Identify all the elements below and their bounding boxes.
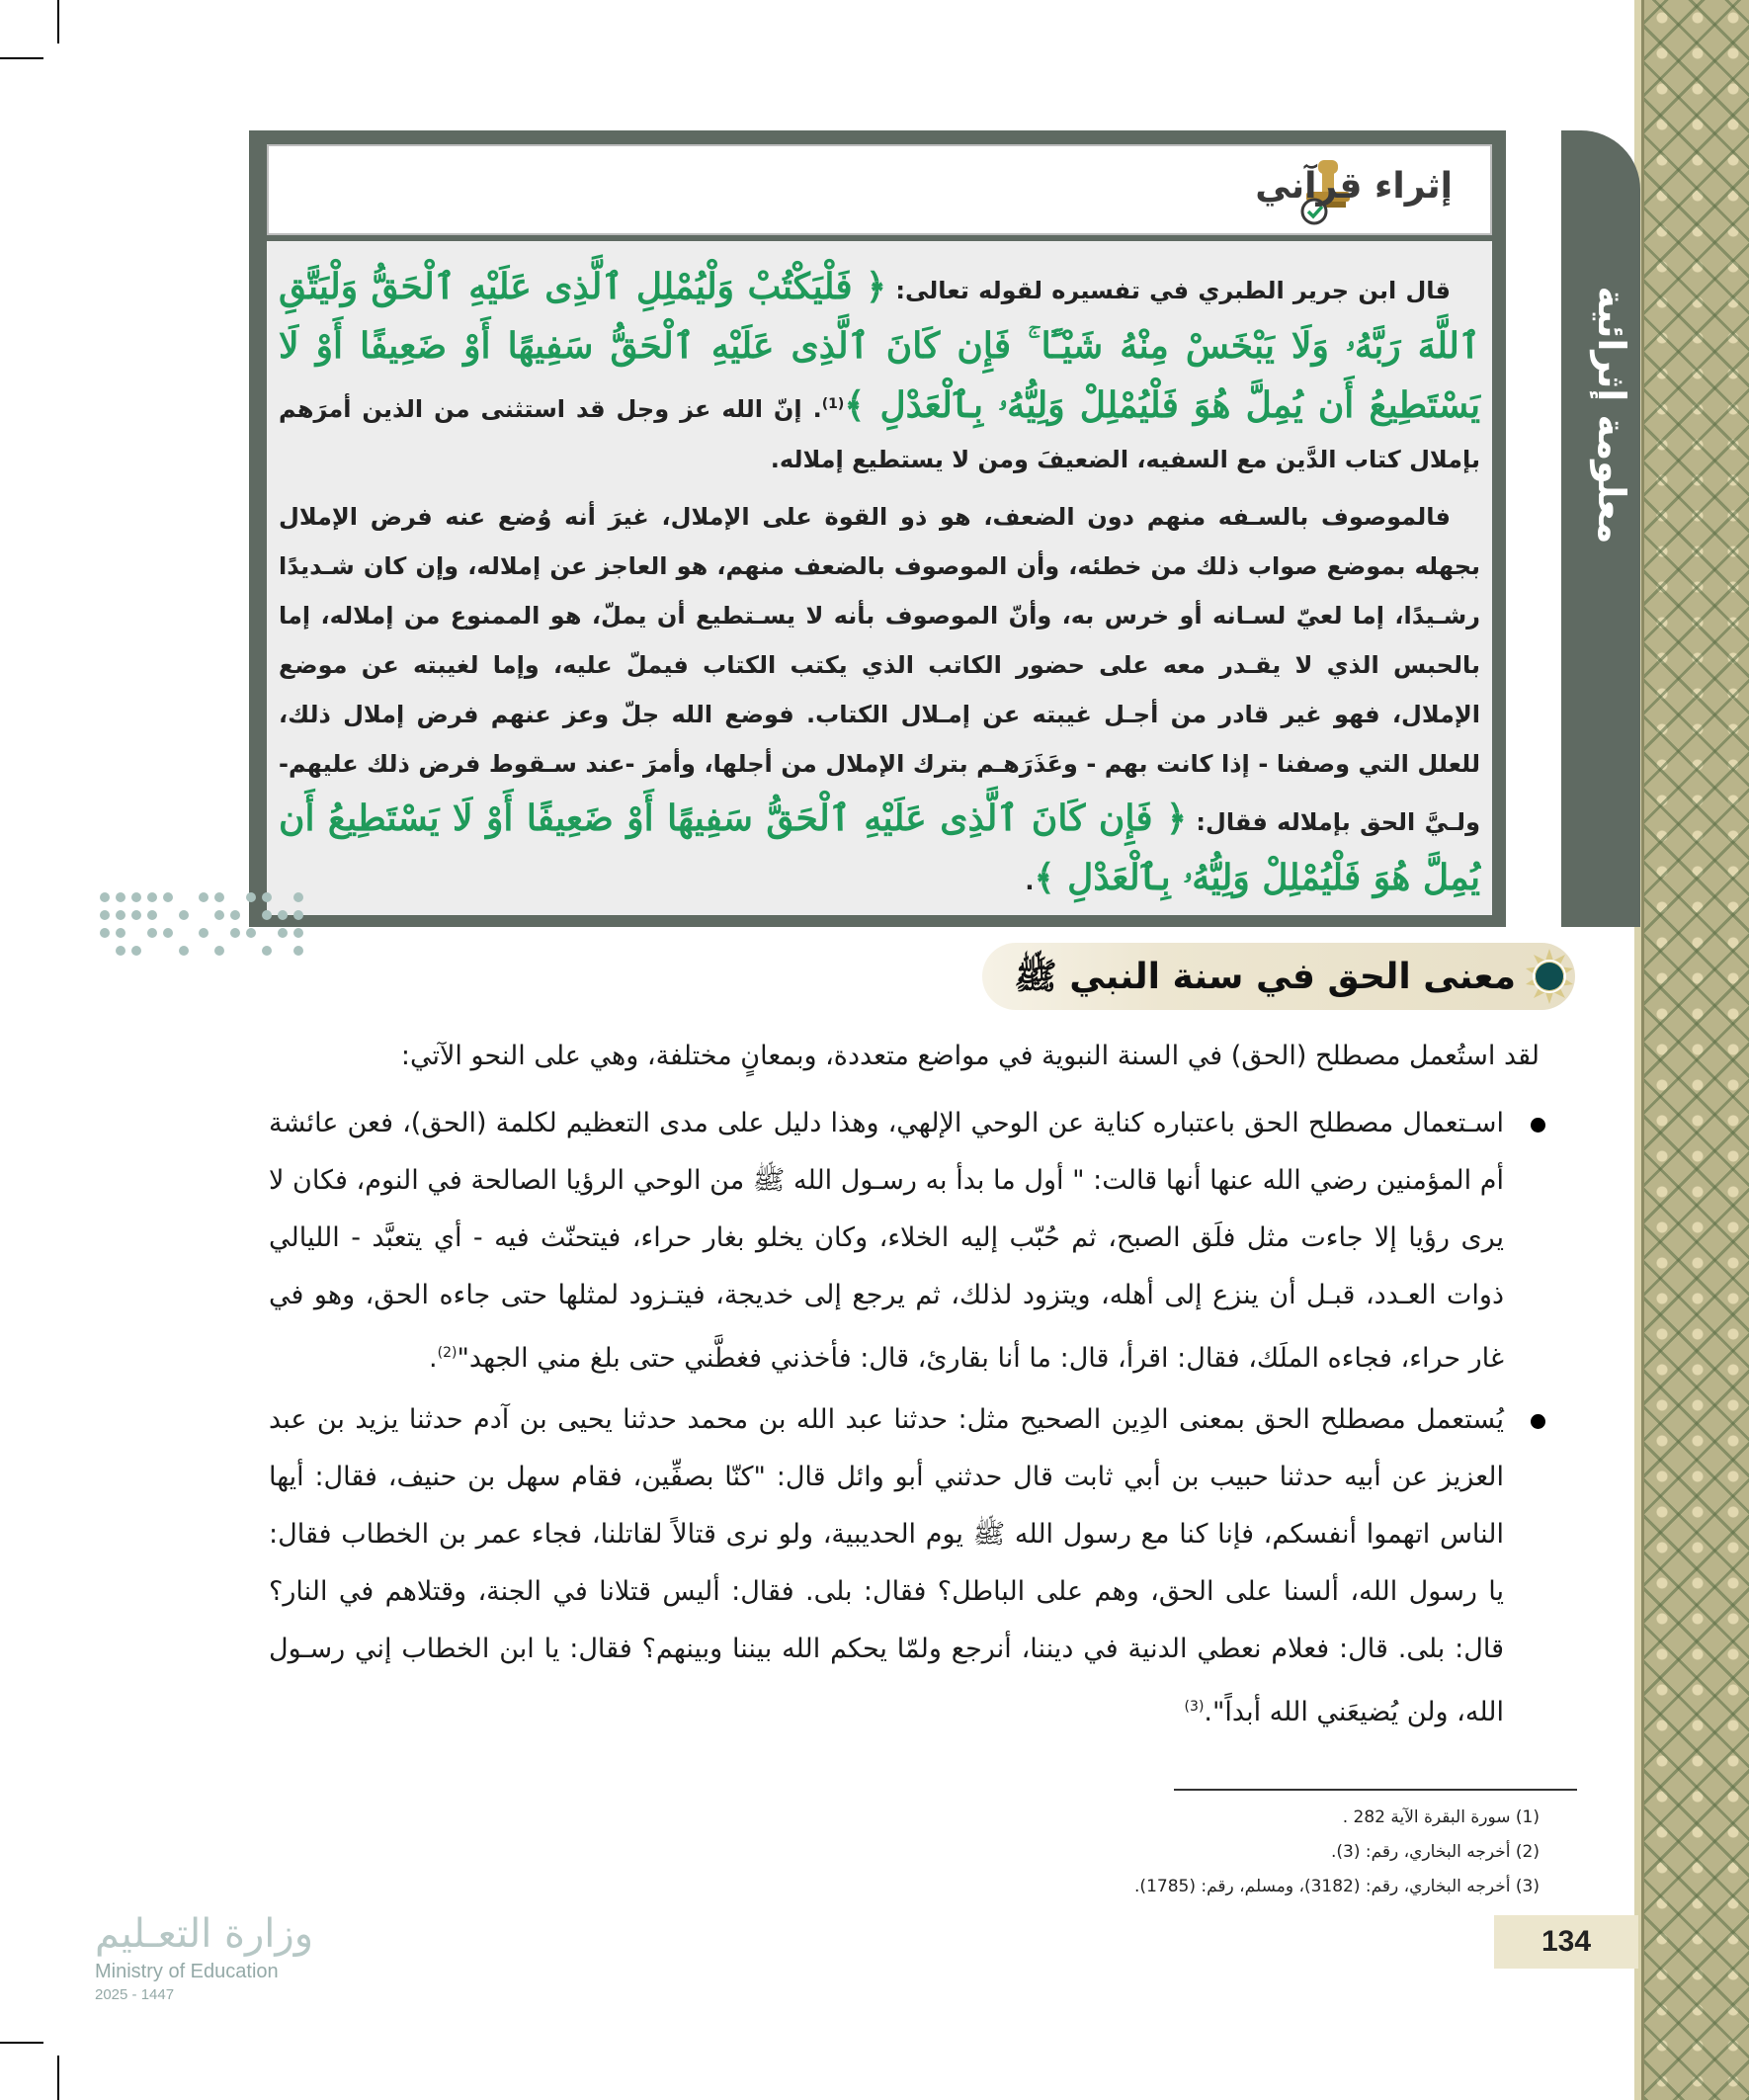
list-item-end: .	[429, 1343, 438, 1374]
ministry-name-arabic: وزارة التعـليم	[95, 1911, 314, 1957]
enrichment-text	[279, 257, 1480, 915]
list-item-text: يُستعمل مصطلح الحق بمعنى الدِين الصحيح مثل: حدثنا عبد الله بن محمد حدثنا يحيى بن آدم حدثنا يزيد بن عبد العزيز عن أبيه حدثنا حبيب بن أبي ثابت قال حدثني أبو وائل قال: "كنّا بصفِّين، فقام سهل بن حنيف، فقال: أيها الناس اتهموا أنفسكم، فإنا كنا مع رسول الله ﷺ يوم الحديبية، ولو نرى قتالاً لقاتلنا، فجاء عمر بن الخطاب فقال: يا رسول الله، ألسنا على الحق، وهم على الباطل؟ فقال: بلى. فقال: أليس قتلانا في الجنة، وقتلاهم في النار؟ قال: بلى. قال: فعلام نعطي الدنية في ديننا، أنرجع ولمّا يحكم الله بيننا وبينهم؟ فقال: يا ابن الخطاب إني رسـول الله، ولن يُضيعَني الله أبداً".	[269, 1404, 1504, 1727]
list-item	[269, 1095, 1553, 1387]
list-item	[269, 1391, 1553, 1741]
footnote: (1) سورة البقرة الآية 282 .	[1342, 1807, 1540, 1827]
crop-mark	[0, 2042, 43, 2044]
paragraph-intro: قال ابن جرير الطبري في تفسيره لقوله تعالى:	[886, 277, 1451, 304]
decorative-border	[1641, 0, 1749, 2100]
footnote-ref: (1)	[821, 396, 845, 412]
ministry-logo-icon	[95, 887, 322, 966]
crop-mark	[0, 57, 43, 59]
footnotes	[848, 1801, 1540, 1904]
quran-verse: ﴿ فَلْيَكْتُبْ وَلْيُمْلِلِ ٱلَّذِى عَلَيْهِ ٱلْحَقُّ وَلْيَتَّقِ ٱللَّهَ رَبَّهُۥ وَلَا يَبْخَسْ مِنْهُ شَيْـًٔا ۚ فَإِن كَانَ ٱلَّذِى عَلَيْهِ ٱلْحَقُّ سَفِيهًا أَوْ ضَعِيفًا أَوْ لَا يَسْتَطِيعُ أَن يُمِلَّ هُوَ فَلْيُمْلِلْ وَلِيُّهُۥ بِٱلْعَدْلِ ﴾	[279, 266, 1480, 426]
list-item-text: اسـتعمال مصطلح الحق باعتباره كناية عن الوحي الإلهي، وهذا دليل على مدى التعظيم لكلمة (الحق)، فعن عائشة أم المؤمنين رضي الله عنها أنها قالت: " أول ما بدأ به رسـول الله ﷺ من الوحي الرؤيا الصالحة في النوم، فكان لا يرى رؤيا إلا جاءت مثل فلَق الصبح، ثم حُبّب إليه الخلاء، وكان يخلو بغار حراء، فيتحنّث فيه - أي يتعبَّد - الليالي ذوات العـدد، قبـل أن ينزع إلى أهله، ويتزود لذلك، ثم يرجع إلى خديجة، فيتـزود لمثلها حتى جاءه الحق، وهو في غار حراء، فجاءه الملَك، فقال: اقرأ، قال: ما أنا بقارئ، قال: فأخذني فغطَّني حتى بلغ مني الجهد"	[269, 1108, 1504, 1374]
ministry-name-english: Ministry of Education	[95, 1961, 279, 1982]
crop-mark	[57, 2056, 59, 2100]
paragraph-end: .	[1025, 868, 1035, 895]
bullet-list	[269, 1095, 1553, 1745]
ornament-icon	[1520, 947, 1579, 1006]
footnote: (2) أخرجه البخاري، رقم: (3).	[1330, 1842, 1540, 1862]
enrichment-paragraph-1	[279, 257, 1480, 484]
ministry-year: 2025 - 1447	[95, 1986, 175, 2003]
enrichment-paragraph-2	[279, 492, 1480, 907]
paragraph-text: . إنّ الله عز وجل قد استثنى من الذين أمرَهم بإملال كتاب الدَّين مع السفيه، الضعيفَ ومن لا يستطيع إملاله.	[279, 395, 1480, 473]
paragraph-text: فالموصوف بالسـفه منهم دون الضعف، هو ذو القوة على الإملال، غيرَ أنه وُضع عنه فرض الإملال بجهله بموضع صواب ذلك من خطئه، وأن الموصوف بالضعف منهم، هو العاجز عن إملاله، وإن كان شـديدًا رشـيدًا، إما لعيّ لسـانه أو خرس به، وأنّ الموصوف بأنه لا يسـتطيع أن يملّ، هو الممنوع من إملاله، إما بالحبس الذي لا يقـدر معه على حضور الكاتب الذي يكتب الكتاب فيملّ عليه، وإما لغيبته عن موضع الإملال، فهو غير قادر من أجـل غيبته عن إمـلال الكتاب. فوضع الله جلّ وعز عنهم فرض إملال ذلك، للعلل التي وصفنا - إذا كانت بهم - وعَذَرَهـم بترك الإملال من أجلها، وأمرَ -عند سـقوط فرض ذلك عليهم- ولـيَّ الحق بإملاله فقال:	[279, 503, 1480, 836]
enrichment-side-label: معلومة إثرائية	[1590, 286, 1633, 545]
intro-paragraph: لقد استُعمل مصطلح (الحق) في السنة النبوية في مواضع متعددة، وبمعانٍ مختلفة، وهي على النحو الآتي:	[400, 1041, 1540, 1071]
footnote: (3) أخرجه البخاري، رقم: (3182)، ومسلم، رقم: (1785).	[1134, 1877, 1540, 1896]
enrichment-title: إثراء قرآني	[1255, 166, 1453, 207]
crop-mark	[57, 0, 59, 43]
footnote-divider	[1174, 1789, 1577, 1791]
section-title: معنى الحق في سنة النبي ﷺ	[1014, 957, 1516, 997]
bullet-icon	[1531, 1414, 1545, 1429]
footnote-ref: (2)	[437, 1345, 458, 1361]
bullet-icon	[1531, 1118, 1545, 1133]
footnote-ref: (3)	[1184, 1699, 1205, 1715]
page-number: 134	[1494, 1915, 1638, 1969]
quran-verse: ﴿ فَإِن كَانَ ٱلَّذِى عَلَيْهِ ٱلْحَقُّ سَفِيهًا أَوْ ضَعِيفًا أَوْ لَا يَسْتَطِيعُ أَن يُمِلَّ هُوَ فَلْيُمْلِلْ وَلِيُّهُۥ بِٱلْعَدْلِ ﴾	[279, 798, 1480, 898]
